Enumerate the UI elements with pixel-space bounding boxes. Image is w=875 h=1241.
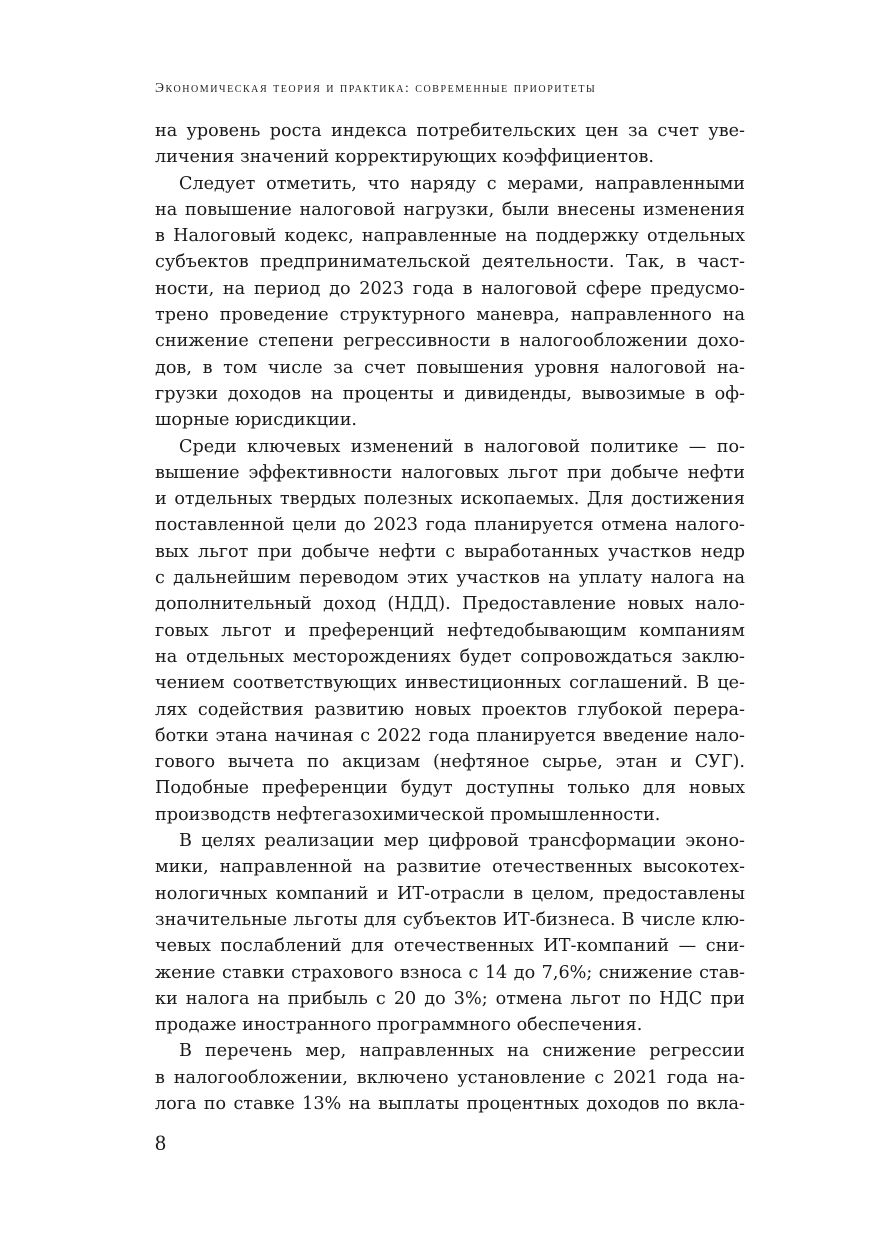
text-line: Подобные преференции будут доступны только для новых	[155, 778, 745, 799]
text-line: на отдельных месторождениях будет сопровождаться заклю-	[155, 646, 745, 667]
text-line: лога по ставке 13% на выплаты процентных доходов по вкла-	[155, 1093, 745, 1114]
paragraph-start-line: В перечень мер, направленных на снижение регрессии	[179, 1041, 745, 1062]
text-line: в Налоговый кодекс, направленные на поддержку отдельных	[155, 226, 745, 247]
text-line: дов, в том числе за счет повышения уровня налоговой на-	[155, 357, 745, 378]
text-line: на уровень роста индекса потребительских цен за счет уве-	[155, 121, 745, 141]
page-number: 8	[155, 1130, 166, 1155]
text-line: в налогообложении, включено установление с 2021 года на-	[155, 1067, 745, 1088]
text-line: мики, направленной на развитие отечественных высокотех-	[155, 857, 745, 878]
text-line: снижение степени регрессивности в налогообложении дохо-	[155, 331, 745, 352]
text-line: вышение эффективности налоговых льгот при добыче нефти	[155, 462, 745, 483]
text-line: гового вычета по акцизам (нефтяное сырье, этан и СУГ).	[155, 752, 745, 773]
text-line: говых льгот и преференций нефтедобывающим компаниям	[155, 620, 745, 641]
text-line: чевых послаблений для отечественных ИТ-компаний — сни-	[155, 936, 745, 957]
text-line: производств нефтегазохимической промышленности.	[155, 804, 661, 825]
text-line: трено проведение структурного маневра, направленного на	[155, 305, 745, 326]
text-line: чением соответствующих инвестиционных соглашений. В це-	[155, 673, 745, 694]
body-text	[155, 118, 745, 1117]
text-line: дополнительный доход (НДД). Предоставление новых нало-	[155, 594, 745, 615]
paragraph-start-line: Среди ключевых изменений в налоговой политике — по-	[179, 436, 745, 457]
text-line: жение ставки страхового взноса с 14 до 7,6%; снижение став-	[155, 962, 745, 983]
text-line: вых льгот при добыче нефти с выработанных участков недр	[155, 541, 745, 562]
text-line: шорные юрисдикции.	[155, 410, 358, 431]
text-line: с дальнейшим переводом этих участков на уплату налога на	[155, 568, 745, 589]
text-line: продаже иностранного программного обеспечения.	[155, 1015, 643, 1036]
text-line: ности, на период до 2023 года в налоговой сфере предусмо-	[155, 278, 745, 299]
text-line: грузки доходов на проценты и дивиденды, вывозимые в оф-	[155, 383, 745, 404]
text-line: значительные льготы для субъектов ИТ-бизнеса. В числе клю-	[155, 909, 745, 930]
text-line: лях содействия развитию новых проектов глубокой перера-	[155, 699, 745, 720]
paragraph-start-line: В целях реализации мер цифровой трансформации эконо-	[179, 831, 745, 852]
text-line: ботки этана начиная с 2022 года планируется введение нало-	[155, 725, 745, 746]
text-line: ки налога на прибыль с 20 до 3%; отмена льгот по НДС при	[155, 988, 745, 1009]
text-line: и отдельных твердых полезных ископаемых. Для достижения	[155, 489, 745, 510]
text-line: субъектов предпринимательской деятельности. Так, в част-	[155, 252, 745, 273]
text-line: нологичных компаний и ИТ-отрасли в целом, предоставлены	[155, 883, 745, 904]
paragraph-start-line: Следует отметить, что наряду с мерами, направленными	[179, 173, 745, 194]
text-line: личения значений корректирующих коэффициентов.	[155, 147, 654, 168]
running-header: Экономическая теория и практика: современные приоритеты	[155, 80, 597, 95]
text-line: поставленной цели до 2023 года планируется отмена налого-	[155, 515, 745, 536]
text-line: на повышение налоговой нагрузки, были внесены изменения	[155, 199, 745, 220]
